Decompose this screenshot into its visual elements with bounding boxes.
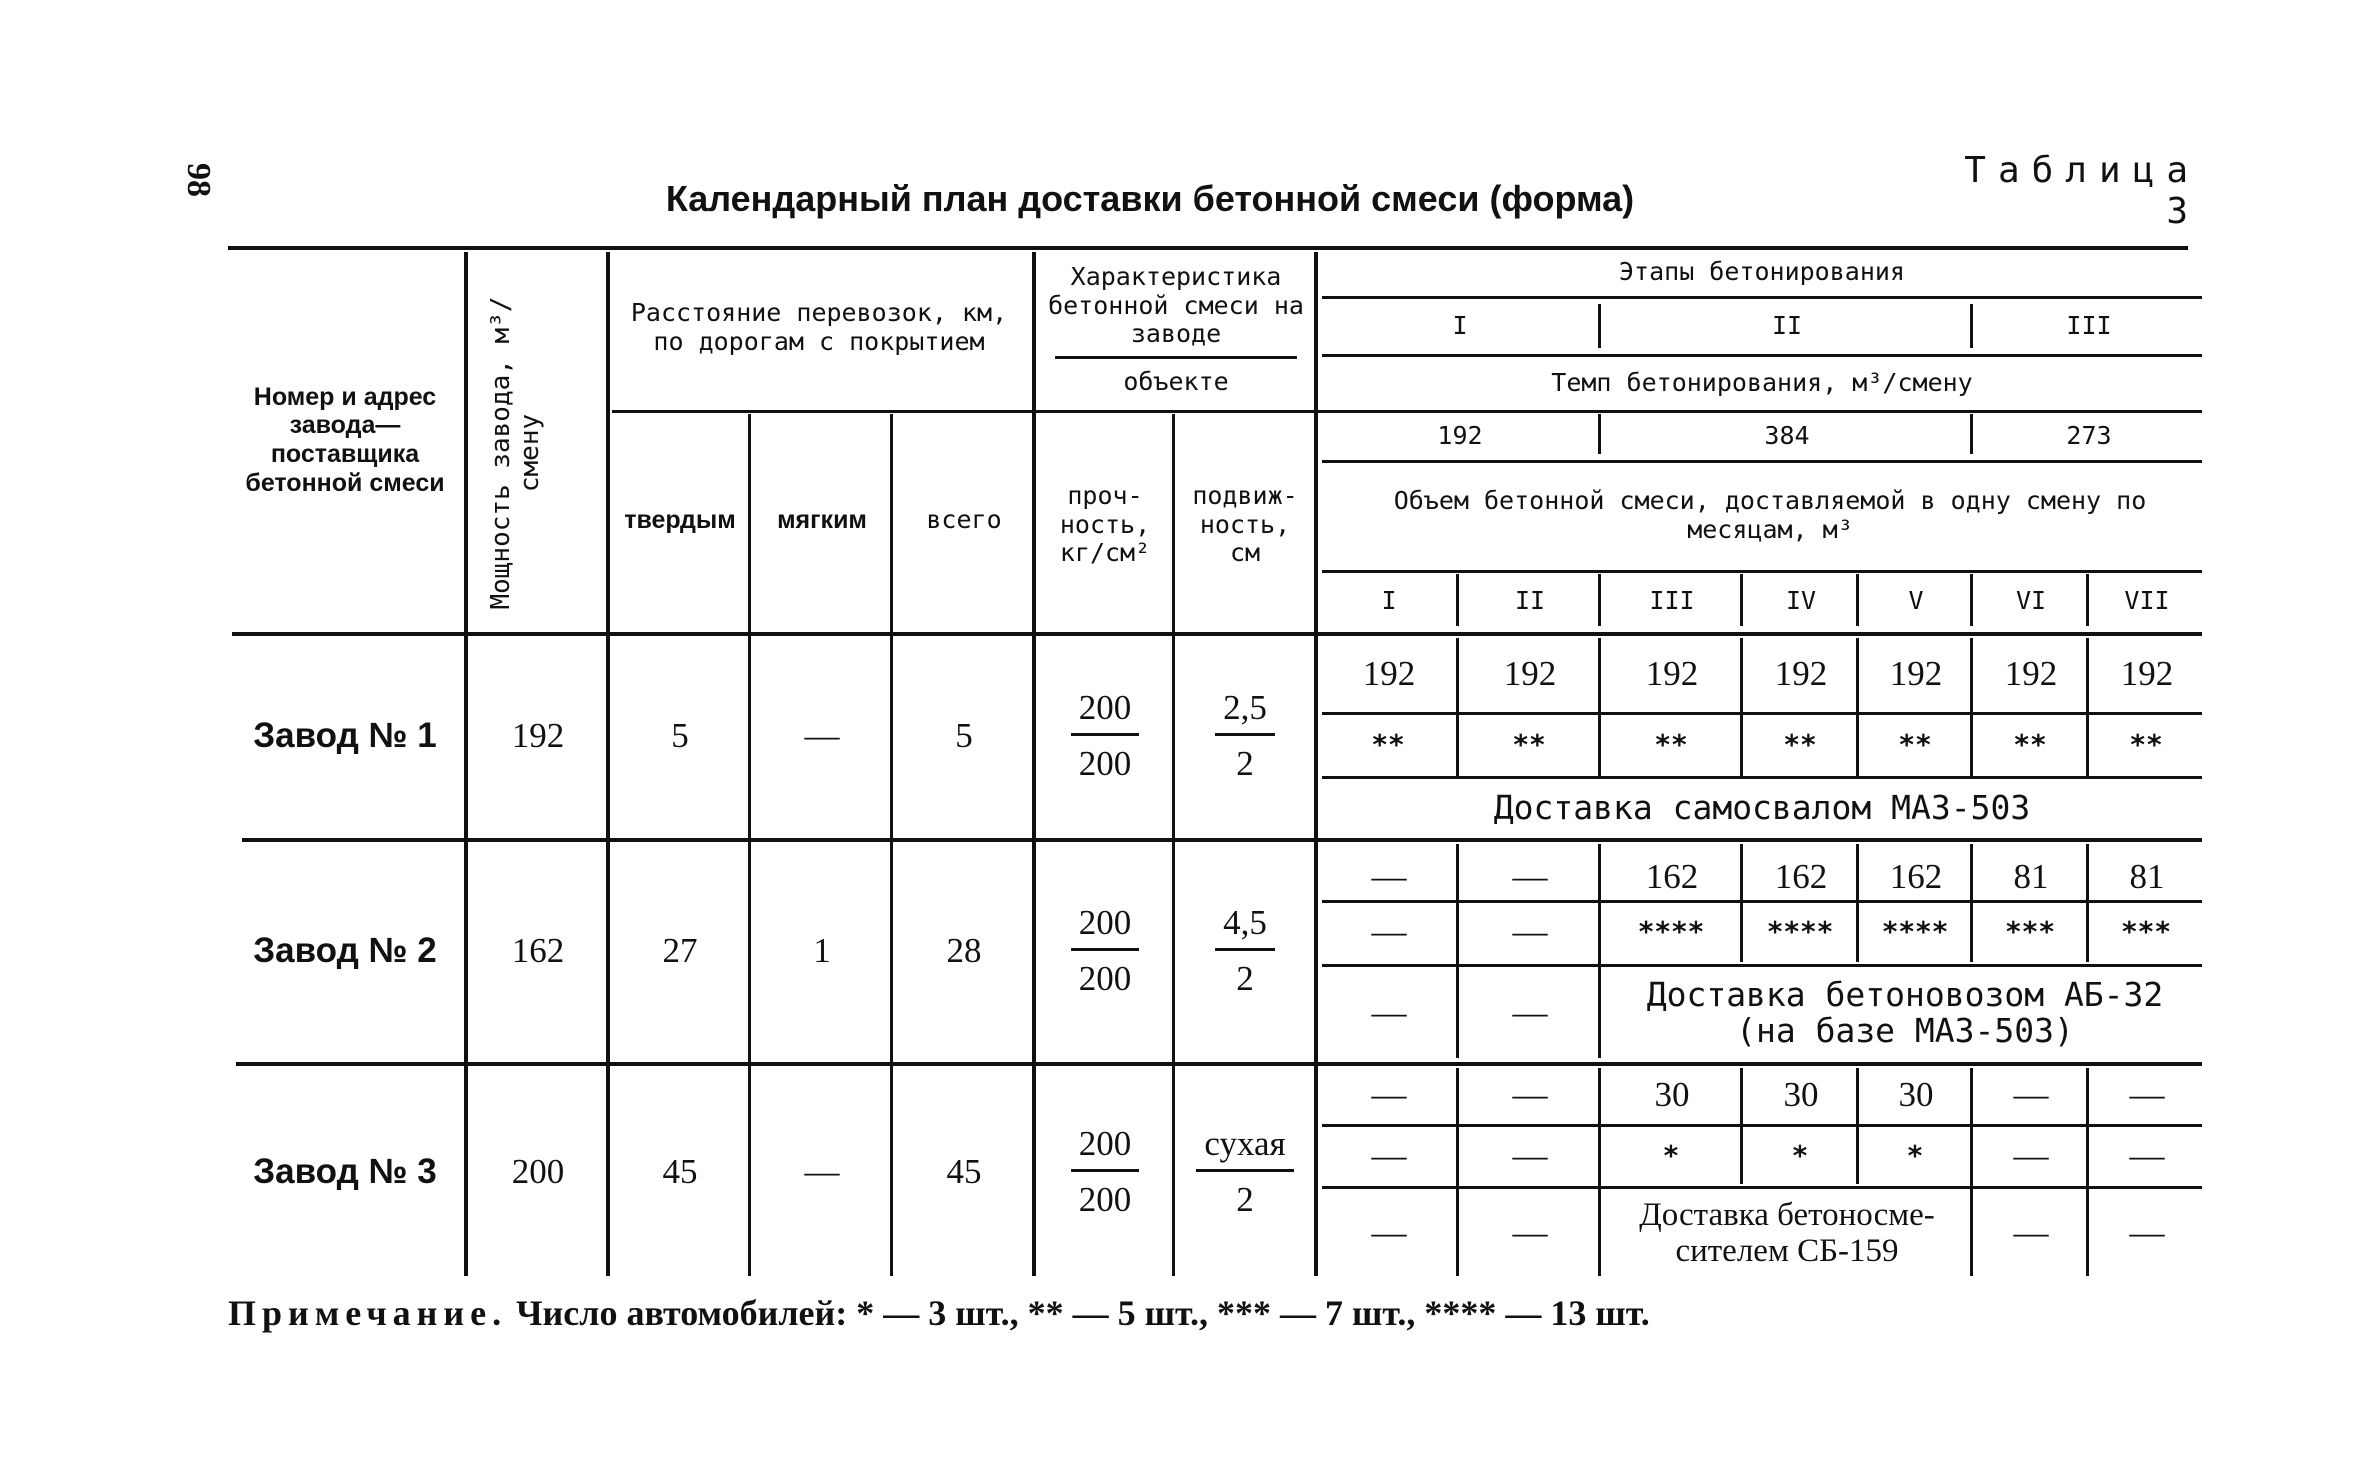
plant-1-delivery: Доставка самосвалом МАЗ-503 (1493, 788, 2031, 828)
row-rule (236, 1062, 2202, 1066)
header-mobility: подвиж-ность, см (1192, 480, 1298, 568)
rule (1322, 460, 2202, 463)
table-note (228, 1292, 2028, 1334)
row-rule (242, 838, 2202, 842)
rule (1322, 776, 2202, 779)
plant-1-vehicles-m6: ** (2014, 727, 2048, 761)
rule (1322, 570, 2202, 573)
plant-2-vehicles-m2: — (1512, 911, 1548, 951)
plant-1-volume-m2: 192 (1503, 653, 1557, 693)
plant-1-strength (1038, 638, 1172, 834)
plant-2-strength (1038, 844, 1172, 1058)
header-tempo: Темп бетонирования, м³/смену (1551, 367, 1973, 397)
plant-3-vehicles-m7: — (2129, 1135, 2165, 1175)
note-text: Число автомобилей: * — 3 шт., ** — 5 шт., *** — 7 шт., **** — 13 шт. (516, 1293, 1650, 1333)
col-rule (1598, 1068, 1601, 1276)
col-rule (1970, 844, 1973, 962)
plant-3-delivery-m1: — (1371, 1212, 1407, 1252)
plant-3-vehicles-m6: — (2013, 1135, 2049, 1175)
header-tempo-2: 384 (1764, 420, 1810, 450)
header-month-7: VII (2124, 585, 2170, 615)
header-month-3: III (1649, 585, 1695, 615)
plant-3-vehicles-m1: — (1371, 1135, 1407, 1175)
plant-1-name: Завод № 1 (253, 715, 437, 755)
col-rule (890, 414, 893, 1276)
col-rule (1970, 414, 1973, 454)
plant-2-delivery-m2: — (1512, 992, 1548, 1032)
plant-1-volume-m4: 192 (1774, 653, 1828, 693)
col-rule (2086, 574, 2089, 626)
header-capacity: Мощность завода, м³/смену (486, 296, 545, 610)
plant-2-volume-m6: 81 (2013, 856, 2049, 896)
rule (1322, 1124, 2202, 1127)
col-rule (1740, 574, 1743, 626)
header-month-1: I (1381, 585, 1397, 615)
header-tempo-1: 192 (1437, 420, 1483, 450)
col-rule (1740, 1068, 1743, 1184)
col-rule (1970, 638, 1973, 778)
plant-3-name: Завод № 3 (253, 1151, 437, 1191)
plant-3-volume-m1: — (1371, 1074, 1407, 1114)
table-number: Таблица 3 (1964, 150, 2200, 232)
plant-2-volume-m4: 162 (1774, 856, 1828, 896)
plant-1-soft: — (804, 715, 840, 755)
plant-1-mobility-bottom: 2 (1236, 743, 1254, 783)
col-rule (606, 252, 610, 1276)
col-rule (1456, 844, 1459, 1058)
col-rule (1598, 304, 1601, 348)
header-distance: Расстояние перевозок, км, по дорогам с покрытием (630, 298, 1008, 356)
plant-3-volume-m5: 30 (1898, 1074, 1934, 1114)
plant-2-delivery-m1: — (1371, 992, 1407, 1032)
col-rule (1456, 574, 1459, 626)
plant-3-soft: — (804, 1151, 840, 1191)
col-rule (1740, 844, 1743, 962)
plant-2-soft: 1 (813, 930, 831, 970)
header-plant: Номер и адрес завода— поставщика бетонной смеси (245, 382, 445, 497)
col-rule (1314, 252, 1318, 1276)
header-characteristics: Характеристика бетонной смеси на заводе (1048, 261, 1304, 349)
plant-2-vehicles-m1: — (1371, 911, 1407, 951)
plant-1-capacity: 192 (511, 715, 565, 755)
plant-3-strength-bottom: 200 (1078, 1179, 1132, 1219)
plant-1-volume-m3: 192 (1645, 653, 1699, 693)
plant-1-strength-bottom: 200 (1078, 743, 1132, 783)
plant-2-strength-bottom: 200 (1078, 958, 1132, 998)
rule (1055, 356, 1297, 359)
plant-1-volume-m1: 192 (1362, 653, 1416, 693)
header-stage-1: I (1452, 310, 1468, 340)
table-title: Календарный план доставки бетонной смеси (форма) (665, 178, 1635, 219)
plant-2-total: 28 (946, 930, 982, 970)
plant-3-strength (1038, 1068, 1172, 1276)
plant-3-volume-m4: 30 (1783, 1074, 1819, 1114)
plant-3-vehicles-m2: — (1512, 1135, 1548, 1175)
plant-2-vehicles-m3: **** (1638, 914, 1706, 948)
col-rule (1598, 638, 1601, 778)
plant-1-volume-m7: 192 (2120, 653, 2174, 693)
plant-3-delivery: Доставка бетоносме-сителем СБ-159 (1639, 1196, 1935, 1269)
plant-2-vehicles-m4: **** (1767, 914, 1835, 948)
header-stage-3: III (2066, 310, 2112, 340)
col-rule (748, 414, 751, 1276)
col-rule (1856, 574, 1859, 626)
col-rule (1598, 844, 1601, 1058)
plant-2-vehicles-m6: *** (2006, 914, 2056, 948)
col-rule (1856, 844, 1859, 962)
plant-2-hard: 27 (662, 930, 698, 970)
col-rule (2086, 1068, 2089, 1276)
header-month-2: II (1514, 585, 1546, 615)
header-month-4: IV (1785, 585, 1817, 615)
header-stage-2: II (1771, 310, 1803, 340)
col-rule (1598, 414, 1601, 454)
plant-3-strength-top: 200 (1071, 1124, 1140, 1171)
col-rule (1032, 252, 1036, 1276)
col-rule (2086, 844, 2089, 962)
plant-2-mobility-top: 4,5 (1215, 903, 1275, 950)
col-rule (1740, 638, 1743, 778)
plant-3-vehicles-m5: * (1907, 1138, 1925, 1172)
header-characteristics-object: объекте (1123, 366, 1229, 396)
header-tempo-3: 273 (2066, 420, 2112, 450)
plant-1-volume-m6: 192 (2004, 653, 2058, 693)
plant-1-mobility-top: 2,5 (1215, 688, 1275, 735)
plant-2-capacity: 162 (511, 930, 565, 970)
plant-1-vehicles-m1: ** (1372, 727, 1406, 761)
plant-3-volume-m3: 30 (1654, 1074, 1690, 1114)
plant-3-mobility-bottom: 2 (1236, 1179, 1254, 1219)
table-top-rule (228, 246, 2188, 250)
header-stages: Этапы бетонирования (1619, 256, 1905, 286)
rule (1322, 296, 2202, 299)
plant-1-hard: 5 (671, 715, 689, 755)
header-strength: проч-ность, кг/см² (1059, 480, 1151, 568)
plant-3-capacity: 200 (511, 1151, 565, 1191)
col-rule (1856, 1068, 1859, 1184)
plant-1-strength-top: 200 (1071, 688, 1140, 735)
plant-2-strength-top: 200 (1071, 903, 1140, 950)
col-rule (1172, 414, 1175, 1276)
plant-1-vehicles-m7: ** (2130, 727, 2164, 761)
plant-2-volume-m7: 81 (2129, 856, 2165, 896)
plant-3-volume-m2: — (1512, 1074, 1548, 1114)
col-rule (1970, 574, 1973, 626)
header-volume: Объем бетонной смеси, доставляемой в одну смену по месяцам, м³ (1393, 486, 2147, 544)
plant-3-vehicles-m4: * (1792, 1138, 1810, 1172)
plant-3-mobility (1178, 1068, 1312, 1276)
rule (1322, 1186, 2202, 1189)
rule (1322, 964, 2202, 967)
col-rule (2086, 638, 2089, 778)
plant-2-mobility-bottom: 2 (1236, 958, 1254, 998)
col-rule (464, 252, 468, 1276)
plant-3-delivery-m2: — (1512, 1212, 1548, 1252)
plant-2-name: Завод № 2 (253, 930, 437, 970)
plant-1-vehicles-m2: ** (1513, 727, 1547, 761)
plant-2-volume-m5: 162 (1889, 856, 1943, 896)
plant-1-volume-m5: 192 (1889, 653, 1943, 693)
rule (1322, 712, 2202, 715)
plant-3-hard: 45 (662, 1151, 698, 1191)
plant-2-mobility (1178, 844, 1312, 1058)
plant-3-volume-m6: — (2013, 1074, 2049, 1114)
plant-1-total: 5 (955, 715, 973, 755)
plant-3-mobility-top: сухая (1196, 1124, 1293, 1171)
plant-3-volume-m7: — (2129, 1074, 2165, 1114)
plant-2-volume-m1: — (1371, 856, 1407, 896)
rule (1322, 354, 2202, 357)
plant-3-total: 45 (946, 1151, 982, 1191)
note-label: Примечание. (228, 1293, 508, 1333)
col-rule (1598, 574, 1601, 626)
plant-2-vehicles-m7: *** (2122, 914, 2172, 948)
plant-3-vehicles-m3: * (1663, 1138, 1681, 1172)
plant-1-mobility (1178, 638, 1312, 834)
page-number: 98 (180, 163, 217, 197)
plant-1-vehicles-m3: ** (1655, 727, 1689, 761)
rule (612, 410, 2202, 413)
header-distance-soft: мягким (777, 505, 867, 534)
col-rule (1970, 1068, 1973, 1276)
plant-2-vehicles-m5: **** (1882, 914, 1950, 948)
header-bottom-rule (232, 632, 2202, 636)
plant-3-delivery-m7: — (2129, 1212, 2165, 1252)
col-rule (1456, 638, 1459, 778)
plant-2-volume-m3: 162 (1645, 856, 1699, 896)
plant-1-vehicles-m4: ** (1784, 727, 1818, 761)
col-rule (1856, 638, 1859, 778)
header-month-6: VI (2015, 585, 2047, 615)
plant-2-delivery: Доставка бетоновозом АБ-32 (на базе МАЗ-503) (1646, 974, 2164, 1050)
header-distance-hard: твердым (624, 505, 736, 534)
header-month-5: V (1908, 585, 1924, 615)
plant-3-delivery-m6: — (2013, 1212, 2049, 1252)
plant-1-vehicles-m5: ** (1899, 727, 1933, 761)
header-distance-total: всего (926, 504, 1002, 534)
col-rule (1456, 1068, 1459, 1276)
col-rule (1970, 304, 1973, 348)
plant-2-volume-m2: — (1512, 856, 1548, 896)
